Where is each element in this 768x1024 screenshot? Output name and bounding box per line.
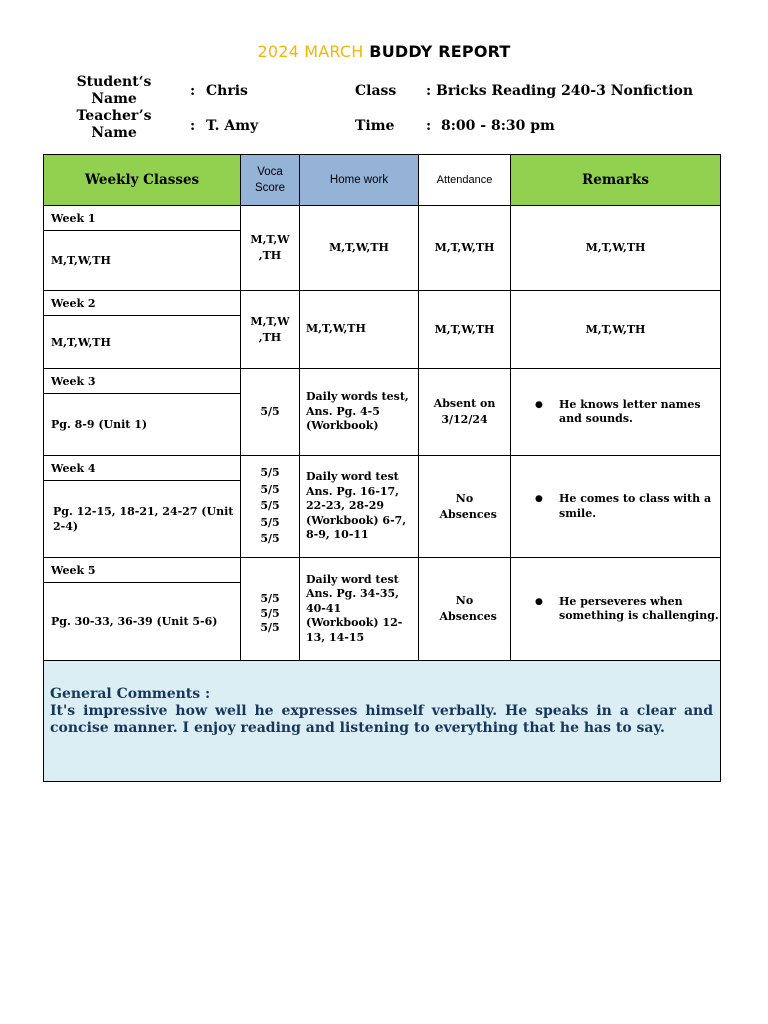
pages-cell: Pg. 8-9 (Unit 1) — [44, 394, 241, 456]
remarks-cell — [511, 558, 721, 661]
remarks-text: He comes to class with a smile. — [559, 492, 712, 520]
class-colon: : — [426, 83, 432, 99]
voca-cell: M,T,W ,TH — [241, 206, 300, 291]
voca-cell — [241, 456, 300, 558]
voca-cell: 5/5 — [241, 369, 300, 456]
class-value: Bricks Reading 240-3 Nonfiction — [436, 83, 694, 99]
table-row — [44, 291, 721, 316]
homework-cell: M,T,W,TH — [300, 291, 419, 369]
header-homework: Home work — [300, 155, 419, 206]
student-colon: : — [190, 83, 196, 99]
time-value: 8:00 - 8:30 pm — [441, 118, 555, 134]
header-weekly-classes: Weekly Classes — [44, 155, 241, 206]
attendance-text: No Absences — [439, 594, 497, 623]
report-table — [43, 154, 721, 782]
header-remarks: Remarks — [511, 155, 721, 206]
pages-cell: M,T,W,TH — [44, 316, 241, 369]
remarks-text: He perseveres when something is challenging. — [559, 594, 719, 622]
header-voca-score: Voca Score — [241, 155, 300, 206]
voca-cell: M,T,W ,TH — [241, 291, 300, 369]
remarks-cell — [511, 456, 721, 558]
week-label: Week 5 — [44, 558, 241, 583]
student-value: Chris — [206, 83, 248, 99]
remarks-cell: M,T,W,TH — [511, 291, 721, 369]
remarks-cell — [511, 369, 721, 456]
report-title-date: 2024 MARCH — [257, 42, 364, 61]
voca-cell — [241, 558, 300, 661]
week-label: Week 1 — [44, 206, 241, 231]
voca-scores: 5/5 5/5 5/5 5/5 5/5 — [260, 466, 280, 546]
teacher-value: T. Amy — [206, 118, 259, 134]
pages-cell: M,T,W,TH — [44, 231, 241, 291]
time-label: Time — [355, 118, 395, 134]
attendance-cell — [419, 558, 511, 661]
general-comments-box — [44, 661, 721, 782]
voca-scores: 5/5 5/5 5/5 — [260, 592, 280, 635]
table-row — [44, 558, 721, 583]
class-label: Class — [355, 83, 397, 99]
attendance-text: No Absences — [439, 491, 497, 521]
report-title-text: BUDDY REPORT — [369, 42, 511, 61]
table-row — [44, 369, 721, 394]
header-attendance: Attendance — [419, 155, 511, 206]
remarks-text: He knows letter names and sounds. — [559, 397, 701, 425]
homework-cell: Daily word test Ans. Pg. 16-17, 22-23, 28-29 (Workbook) 6-7, 8-9, 10-11 — [300, 456, 419, 558]
student-label: Student‘s Name — [76, 74, 152, 107]
bullet-icon: ● — [535, 399, 543, 410]
bullet-icon: ● — [535, 596, 543, 607]
week-label: Week 2 — [44, 291, 241, 316]
attendance-cell: Absent on 3/12/24 — [419, 369, 511, 456]
time-colon: : — [426, 118, 432, 134]
remarks-cell: M,T,W,TH — [511, 206, 721, 291]
attendance-cell: M,T,W,TH — [419, 291, 511, 369]
pages-cell: Pg. 30-33, 36-39 (Unit 5-6) — [44, 583, 241, 661]
attendance-cell: M,T,W,TH — [419, 206, 511, 291]
table-row — [44, 456, 721, 481]
general-comments-text: It's impressive how well he expresses himself verbally. He speaks in a clear and concise manner. I enjoy reading and listening to everything that he has to say. — [50, 703, 713, 736]
report-title — [0, 42, 768, 61]
teacher-colon: : — [190, 118, 196, 134]
homework-cell: Daily words test, Ans. Pg. 4-5 (Workbook) — [300, 369, 419, 456]
week-label: Week 3 — [44, 369, 241, 394]
general-comments-label: General Comments : — [50, 686, 211, 702]
homework-cell: Daily word test Ans. Pg. 34-35, 40-41 (Workbook) 12-13, 14-15 — [300, 558, 419, 661]
attendance-cell — [419, 456, 511, 558]
bullet-icon: ● — [535, 494, 543, 504]
teacher-label: Teacher’s Name — [76, 108, 152, 141]
homework-cell: M,T,W,TH — [300, 206, 419, 291]
week-label: Week 4 — [44, 456, 241, 481]
table-row — [44, 206, 721, 231]
pages-cell: Pg. 12-15, 18-21, 24-27 (Unit 2-4) — [44, 481, 241, 558]
